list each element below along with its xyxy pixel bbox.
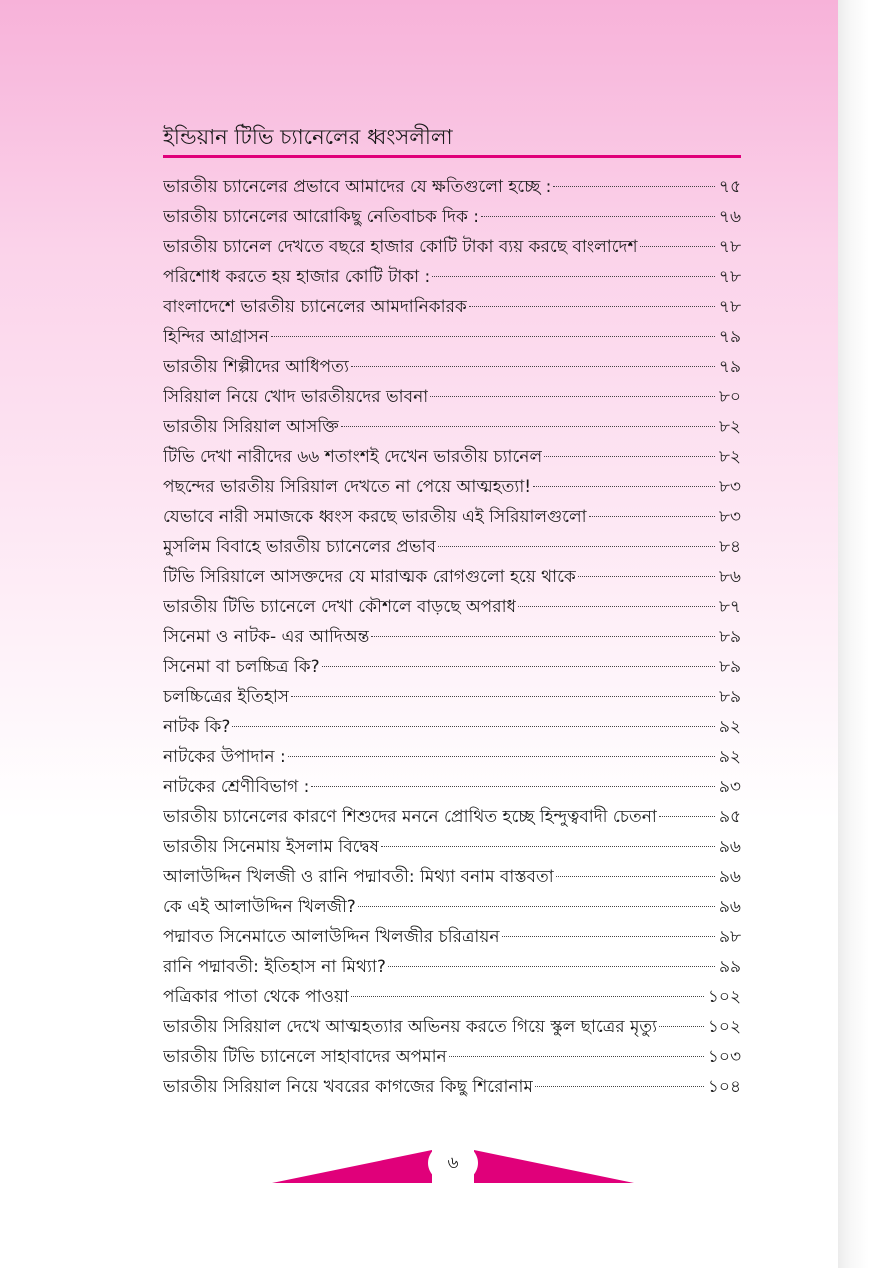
toc-entry-page: ৯৬ bbox=[718, 837, 741, 857]
toc-dot-leader bbox=[432, 276, 715, 277]
toc-entry-title: নাটকের উপাদান : bbox=[163, 747, 286, 767]
toc-dot-leader bbox=[578, 576, 715, 577]
toc-entry-title: টিভি দেখা নারীদের ৬৬ শতাংশই দেখেন ভারতীয় চ্যানেল bbox=[163, 447, 543, 467]
toc-entry-page: ৭৫ bbox=[718, 177, 741, 197]
toc-entry-title: নাটকের শ্রেণীবিভাগ : bbox=[163, 777, 310, 797]
toc-dot-leader bbox=[438, 546, 715, 547]
toc-dot-leader bbox=[271, 336, 715, 337]
toc-entry bbox=[163, 442, 741, 472]
toc-entry-title: আলাউদ্দিন খিলজী ও রানি পদ্মাবতী: মিথ্যা বনাম বাস্তবতা bbox=[163, 867, 554, 887]
toc-entry bbox=[163, 502, 741, 532]
toc-entry bbox=[163, 412, 741, 442]
toc-entry-page: ৯৯ bbox=[718, 957, 741, 977]
toc-entry-page: ৮০ bbox=[718, 387, 741, 407]
toc-dot-leader bbox=[659, 816, 715, 817]
toc-dot-leader bbox=[232, 726, 714, 727]
toc-entry bbox=[163, 352, 741, 382]
toc-dot-leader bbox=[351, 366, 715, 367]
toc-entry bbox=[163, 982, 741, 1012]
toc-entry bbox=[163, 772, 741, 802]
toc-entry-title: ভারতীয় টিভি চ্যানেলে দেখা কৌশলে বাড়ছে অপরাধ bbox=[163, 597, 517, 617]
toc-entry bbox=[163, 232, 741, 262]
toc-entry-title: পরিশোধ করতে হয় হাজার কোটি টাকা : bbox=[163, 267, 431, 287]
toc-dot-leader bbox=[288, 756, 715, 757]
toc-entry bbox=[163, 1072, 741, 1102]
toc-entry bbox=[163, 832, 741, 862]
toc-entry bbox=[163, 1042, 741, 1072]
toc-dot-leader bbox=[341, 426, 715, 427]
footer-ribbon-right-wing bbox=[474, 1150, 634, 1183]
toc-entry-title: মুসলিম বিবাহে ভারতীয় চ্যানেলের প্রভাব bbox=[163, 537, 436, 557]
toc-entry bbox=[163, 742, 741, 772]
toc-entry-page: ৭৮ bbox=[718, 237, 741, 257]
toc-entry bbox=[163, 862, 741, 892]
toc-entry-title: ভারতীয় চ্যানেলের আরোকিছু নেতিবাচক দিক : bbox=[163, 207, 479, 227]
toc-entry bbox=[163, 952, 741, 982]
toc-entry-title: কে এই আলাউদ্দিন খিলজী? bbox=[163, 897, 356, 917]
toc-entry bbox=[163, 472, 741, 502]
toc-entry-title: বাংলাদেশে ভারতীয় চ্যানেলের আমদানিকারক bbox=[163, 297, 467, 317]
toc-entry bbox=[163, 532, 741, 562]
toc-dot-leader bbox=[430, 396, 715, 397]
toc-entry-page: ৭৯ bbox=[718, 327, 741, 347]
toc-dot-leader bbox=[556, 876, 715, 877]
toc-entry bbox=[163, 322, 741, 352]
toc-entry bbox=[163, 1012, 741, 1042]
toc-entry bbox=[163, 802, 741, 832]
toc-entry bbox=[163, 172, 741, 202]
toc-entry bbox=[163, 682, 741, 712]
toc-entry-page: ৯৫ bbox=[718, 807, 741, 827]
toc-entry-title: সিনেমা ও নাটক- এর আদিঅন্ত bbox=[163, 627, 370, 647]
toc-dot-leader bbox=[518, 606, 715, 607]
toc-dot-leader bbox=[381, 846, 715, 847]
toc-entry-title: ভারতীয় চ্যানেলের কারণে শিশুদের মননে প্রোথিত হচ্ছে হিন্দুত্ববাদী চেতনা bbox=[163, 807, 657, 827]
page-edge-shadow bbox=[838, 0, 869, 1268]
toc-entry-title: ভারতীয় সিরিয়াল নিয়ে খবরের কাগজের কিছু শিরোনাম bbox=[163, 1077, 533, 1097]
toc-entry-page: ৯৬ bbox=[718, 867, 741, 887]
toc-entry-page: ৯২ bbox=[718, 747, 741, 767]
toc-dot-leader bbox=[553, 186, 715, 187]
toc-dot-leader bbox=[358, 906, 715, 907]
toc-entry-page: ৮৩ bbox=[718, 507, 741, 527]
toc-entry-page: ৮৬ bbox=[718, 567, 741, 587]
toc-entry-page: ৯৮ bbox=[718, 927, 741, 947]
toc-entry-page: ৯৬ bbox=[718, 897, 741, 917]
toc-entry bbox=[163, 292, 741, 322]
toc-entry bbox=[163, 562, 741, 592]
toc-entry-page: ৮৪ bbox=[718, 537, 741, 557]
toc-entry bbox=[163, 382, 741, 412]
page-number: ৬ bbox=[447, 1153, 459, 1173]
toc-entry-page: ৮৩ bbox=[718, 477, 741, 497]
footer-ribbon-left-wing bbox=[272, 1150, 432, 1183]
section-title: ইন্ডিয়ান টিভি চ্যানেলের ধ্বংসলীলা bbox=[163, 125, 453, 149]
toc-dot-leader bbox=[544, 456, 715, 457]
toc-entry bbox=[163, 892, 741, 922]
toc-entry-title: ভারতীয় শিল্পীদের আধিপত্য bbox=[163, 357, 349, 377]
toc-entry bbox=[163, 202, 741, 232]
toc-dot-leader bbox=[469, 306, 715, 307]
toc-entry bbox=[163, 592, 741, 622]
toc-entry bbox=[163, 622, 741, 652]
title-underline bbox=[163, 155, 741, 158]
toc-entry-title: পত্রিকার পাতা থেকে পাওয়া bbox=[163, 987, 349, 1007]
toc-entry-title: ভারতীয় চ্যানেল দেখতে বছরে হাজার কোটি টাকা ব্যয় করছে বাংলাদেশ bbox=[163, 237, 638, 257]
toc-entry-page: ৭৯ bbox=[718, 357, 741, 377]
toc-entry-title: ভারতীয় সিরিয়াল আসক্তি bbox=[163, 417, 339, 437]
toc-entry-title: রানি পদ্মাবতী: ইতিহাস না মিথ্যা? bbox=[163, 957, 386, 977]
toc-entry-page: ১০৪ bbox=[707, 1077, 741, 1097]
toc-entry-title: পছন্দের ভারতীয় সিরিয়াল দেখতে না পেয়ে আত্মহত্যা! bbox=[163, 477, 532, 497]
toc-entry-page: ৮৯ bbox=[718, 657, 741, 677]
toc-entry-page: ১০৩ bbox=[707, 1047, 741, 1067]
toc-entry-page: ৮২ bbox=[718, 447, 741, 467]
toc-entry-page: ৯৩ bbox=[718, 777, 741, 797]
toc-entry-page: ৯২ bbox=[718, 717, 741, 737]
toc-dot-leader bbox=[533, 486, 715, 487]
toc-entry-page: ৮৯ bbox=[718, 627, 741, 647]
toc-dot-leader bbox=[388, 966, 715, 967]
toc-dot-leader bbox=[322, 666, 715, 667]
toc-entry-page: ৭৬ bbox=[718, 207, 741, 227]
table-of-contents bbox=[163, 172, 741, 1102]
toc-entry-title: নাটক কি? bbox=[163, 717, 231, 737]
toc-entry-page: ৮২ bbox=[718, 417, 741, 437]
toc-entry bbox=[163, 262, 741, 292]
toc-entry-title: যেভাবে নারী সমাজকে ধ্বংস করছে ভারতীয় এই সিরিয়ালগুলো bbox=[163, 507, 587, 527]
toc-dot-leader bbox=[449, 1056, 704, 1057]
toc-entry-title: ভারতীয় চ্যানেলের প্রভাবে আমাদের যে ক্ষতিগুলো হচ্ছে : bbox=[163, 177, 552, 197]
toc-entry-page: ৮৯ bbox=[718, 687, 741, 707]
toc-entry-title: সিরিয়াল নিয়ে খোদ ভারতীয়দের ভাবনা bbox=[163, 387, 429, 407]
toc-dot-leader bbox=[535, 1086, 704, 1087]
toc-entry-page: ১০২ bbox=[707, 1017, 741, 1037]
toc-dot-leader bbox=[291, 696, 715, 697]
toc-entry-page: ৭৮ bbox=[718, 297, 741, 317]
toc-entry bbox=[163, 652, 741, 682]
toc-dot-leader bbox=[481, 216, 715, 217]
toc-dot-leader bbox=[659, 1026, 704, 1027]
toc-entry-title: টিভি সিরিয়ালে আসক্তদের যে মারাত্মক রোগগুলো হয়ে থাকে bbox=[163, 567, 576, 587]
toc-dot-leader bbox=[351, 996, 704, 997]
toc-entry-page: ৭৮ bbox=[718, 267, 741, 287]
toc-entry-title: ভারতীয় টিভি চ্যানেলে সাহাবাদের অপমান bbox=[163, 1047, 447, 1067]
toc-entry-title: ভারতীয় সিনেমায় ইসলাম বিদ্বেষ bbox=[163, 837, 379, 857]
toc-dot-leader bbox=[502, 936, 715, 937]
toc-entry bbox=[163, 922, 741, 952]
toc-entry-page: ১০২ bbox=[707, 987, 741, 1007]
toc-entry-title: সিনেমা বা চলচ্চিত্র কি? bbox=[163, 657, 320, 677]
toc-dot-leader bbox=[371, 636, 715, 637]
toc-entry-title: হিন্দির আগ্রাসন bbox=[163, 327, 269, 347]
toc-dot-leader bbox=[311, 786, 714, 787]
toc-entry-title: চলচ্চিত্রের ইতিহাস bbox=[163, 687, 289, 707]
toc-entry-page: ৮৭ bbox=[718, 597, 741, 617]
toc-entry-title: পদ্মাবত সিনেমাতে আলাউদ্দিন খিলজীর চরিত্রায়ন bbox=[163, 927, 500, 947]
toc-dot-leader bbox=[589, 516, 715, 517]
toc-dot-leader bbox=[640, 246, 715, 247]
toc-entry bbox=[163, 712, 741, 742]
toc-entry-title: ভারতীয় সিরিয়াল দেখে আত্মহত্যার অভিনয় করতে গিয়ে স্কুল ছাত্রের মৃত্যু bbox=[163, 1017, 658, 1037]
